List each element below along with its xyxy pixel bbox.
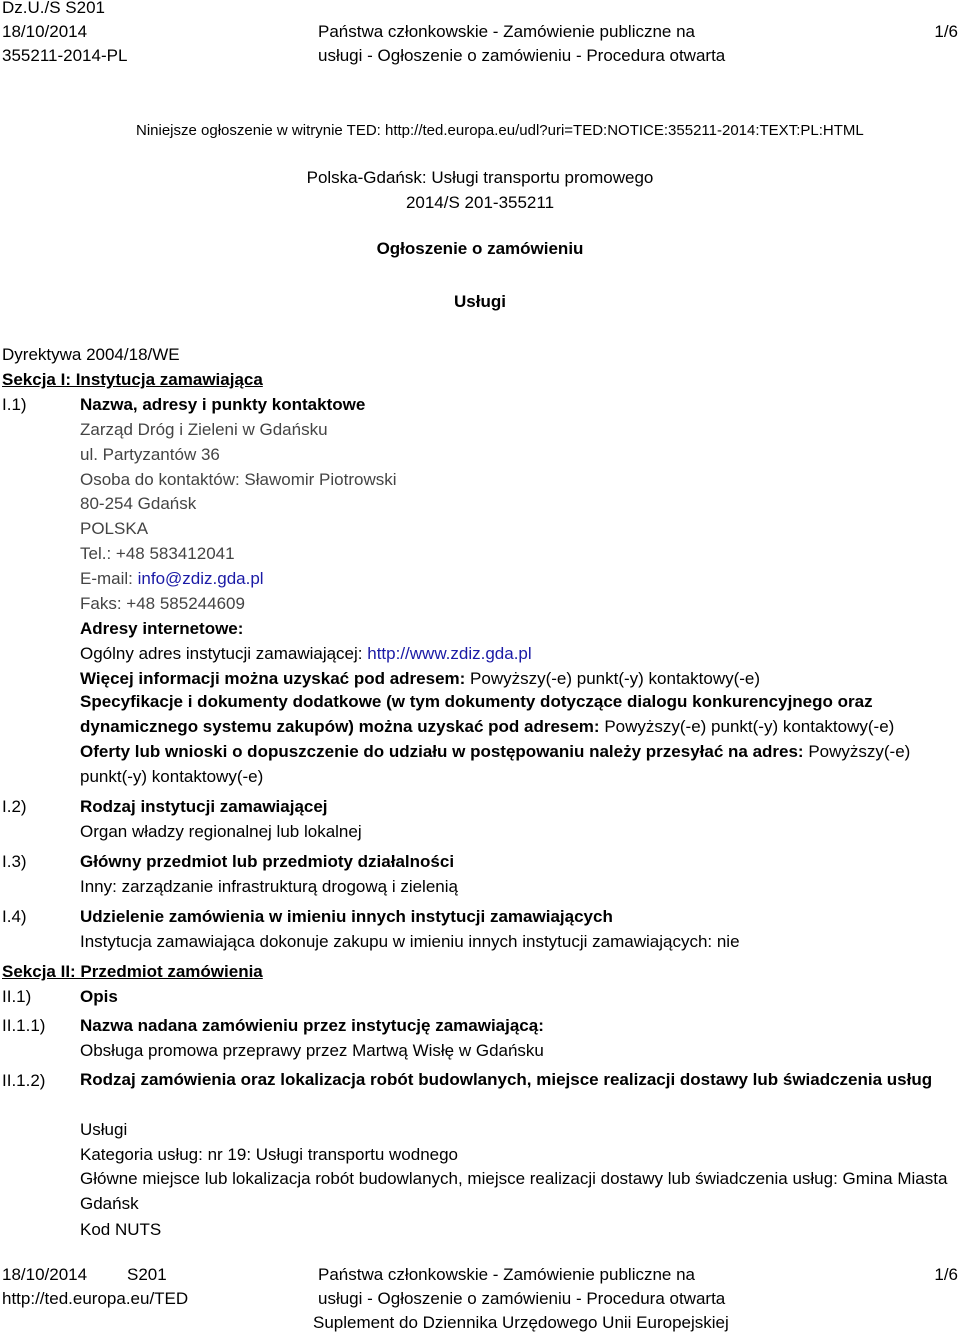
i2-value: Organ władzy regionalnej lub lokalnej (80, 822, 362, 841)
notice-title: Polska-Gdańsk: Usługi transportu promowego (306, 168, 654, 187)
section-2-heading: Sekcja II: Przedmiot zamówienia (2, 962, 263, 981)
authority-phone: Tel.: +48 583412041 (80, 544, 235, 563)
header-journal: Dz.U./S S201 (2, 0, 105, 17)
header-date: 18/10/2014 (2, 22, 88, 41)
web-label: Ogólny adres instytucji zamawiającej: (80, 644, 368, 663)
header-title-line1: Państwa członkowskie - Zamówienie publiczne na (318, 22, 696, 41)
i4-number: I.4) (2, 907, 27, 926)
authority-country: POLSKA (80, 519, 149, 538)
authority-contact: Osoba do kontaktów: Sławomir Piotrowski (80, 470, 397, 489)
web-address-row (80, 644, 532, 664)
i2-number: I.2) (2, 797, 27, 816)
section-1-heading: Sekcja I: Instytucja zamawiająca (2, 370, 263, 389)
i1-title: Nazwa, adresy i punkty kontaktowe (80, 395, 366, 414)
authority-street: ul. Partyzantów 36 (80, 445, 220, 464)
i4-value: Instytucja zamawiająca dokonuje zakupu w imieniu innych instytucji zamawiających: nie (80, 932, 740, 951)
ii11-title: Nazwa nadana zamówieniu przez instytucję zamawiającą: (80, 1016, 544, 1035)
footer-supplement: Suplement do Dziennika Urzędowego Unii Europejskiej (313, 1313, 729, 1332)
offers-value: Powyższy(-e) punkt(-y) kontaktowy(-e) (80, 742, 911, 786)
i1-number: I.1) (2, 395, 27, 414)
ii1-title: Opis (80, 987, 118, 1006)
footer-page-number: 1/6 (934, 1265, 958, 1284)
offers-row (80, 740, 950, 789)
ii11-value: Obsługa promowa przeprawy przez Martwą Wisłę w Gdańsku (80, 1041, 544, 1060)
specs-label: Specyfikacje i dokumenty dodatkowe (w tym dokumenty dotyczące dialogu konkurencyjnego oraz dynamicznego systemu zakupów) można uzyskać pod adresem: (80, 692, 873, 736)
authority-city: 80-254 Gdańsk (80, 494, 197, 513)
i3-number: I.3) (2, 852, 27, 871)
footer-url[interactable]: http://ted.europa.eu/TED (2, 1289, 189, 1308)
footer-title-line1: Państwa członkowskie - Zamówienie publiczne na (318, 1265, 696, 1284)
more-info-row (80, 669, 760, 689)
header-page-number: 1/6 (934, 22, 958, 41)
footer-series: S201 (127, 1265, 167, 1284)
header-title-line2: usługi - Ogłoszenie o zamówieniu - Procedura otwarta (318, 46, 726, 65)
specs-row (80, 690, 950, 739)
ii11-number: II.1.1) (2, 1016, 46, 1035)
authority-fax: Faks: +48 585244609 (80, 594, 245, 613)
ii12-number: II.1.2) (2, 1071, 46, 1090)
notice-url[interactable]: Niniejsze ogłoszenie w witrynie TED: http://ted.europa.eu/udl?uri=TED:NOTICE:355211-2014:TEXT:PL:HTML (136, 122, 864, 139)
web-heading: Adresy internetowe: (80, 619, 244, 638)
footer-date: 18/10/2014 (2, 1265, 88, 1284)
ii12-category: Kategoria usług: nr 19: Usługi transportu wodnego (80, 1145, 459, 1164)
footer-title-line2: usługi - Ogłoszenie o zamówieniu - Procedura otwarta (318, 1289, 726, 1308)
directive: Dyrektywa 2004/18/WE (2, 345, 180, 364)
ii12-nuts: Kod NUTS (80, 1220, 162, 1239)
web-link[interactable]: http://www.zdiz.gda.pl (367, 644, 532, 663)
notice-type: Ogłoszenie o zamówieniu (376, 239, 584, 258)
header-notice-id: 355211-2014-PL (2, 46, 128, 65)
ii12-title: Rodzaj zamówienia oraz lokalizacja robót budowlanych, miejsce realizacji dostawy lub świadczenia usług (80, 1070, 933, 1089)
i3-value: Inny: zarządzanie infrastrukturą drogową i zielenią (80, 877, 458, 896)
authority-email-row (80, 569, 264, 589)
ii1-number: II.1) (2, 987, 32, 1006)
authority-name: Zarząd Dróg i Zieleni w Gdańsku (80, 420, 328, 439)
email-link[interactable]: info@zdiz.gda.pl (137, 569, 264, 588)
specs-value: Powyższy(-e) punkt(-y) kontaktowy(-e) (604, 716, 895, 736)
i2-title: Rodzaj instytucji zamawiającej (80, 797, 328, 816)
i4-title: Udzielenie zamówienia w imieniu innych instytucji zamawiających (80, 907, 613, 926)
offers-label: Oferty lub wnioski o dopuszczenie do udziału w postępowaniu należy przesyłać na adres: (80, 742, 809, 761)
email-label: E-mail: (80, 569, 138, 588)
more-info-label: Więcej informacji można uzyskać pod adresem: (80, 669, 471, 688)
notice-reference: 2014/S 201-355211 (405, 193, 555, 212)
i3-title: Główny przedmiot lub przedmioty działalności (80, 852, 455, 871)
more-info-value: Powyższy(-e) punkt(-y) kontaktowy(-e) (470, 669, 761, 688)
contract-kind: Usługi (454, 292, 506, 311)
ii12-kind: Usługi (80, 1120, 128, 1139)
ii12-place: Główne miejsce lub lokalizacja robót budowlanych, miejsce realizacji dostawy lub świadczenia usług: Gmina Miasta Gdańsk (80, 1169, 948, 1213)
